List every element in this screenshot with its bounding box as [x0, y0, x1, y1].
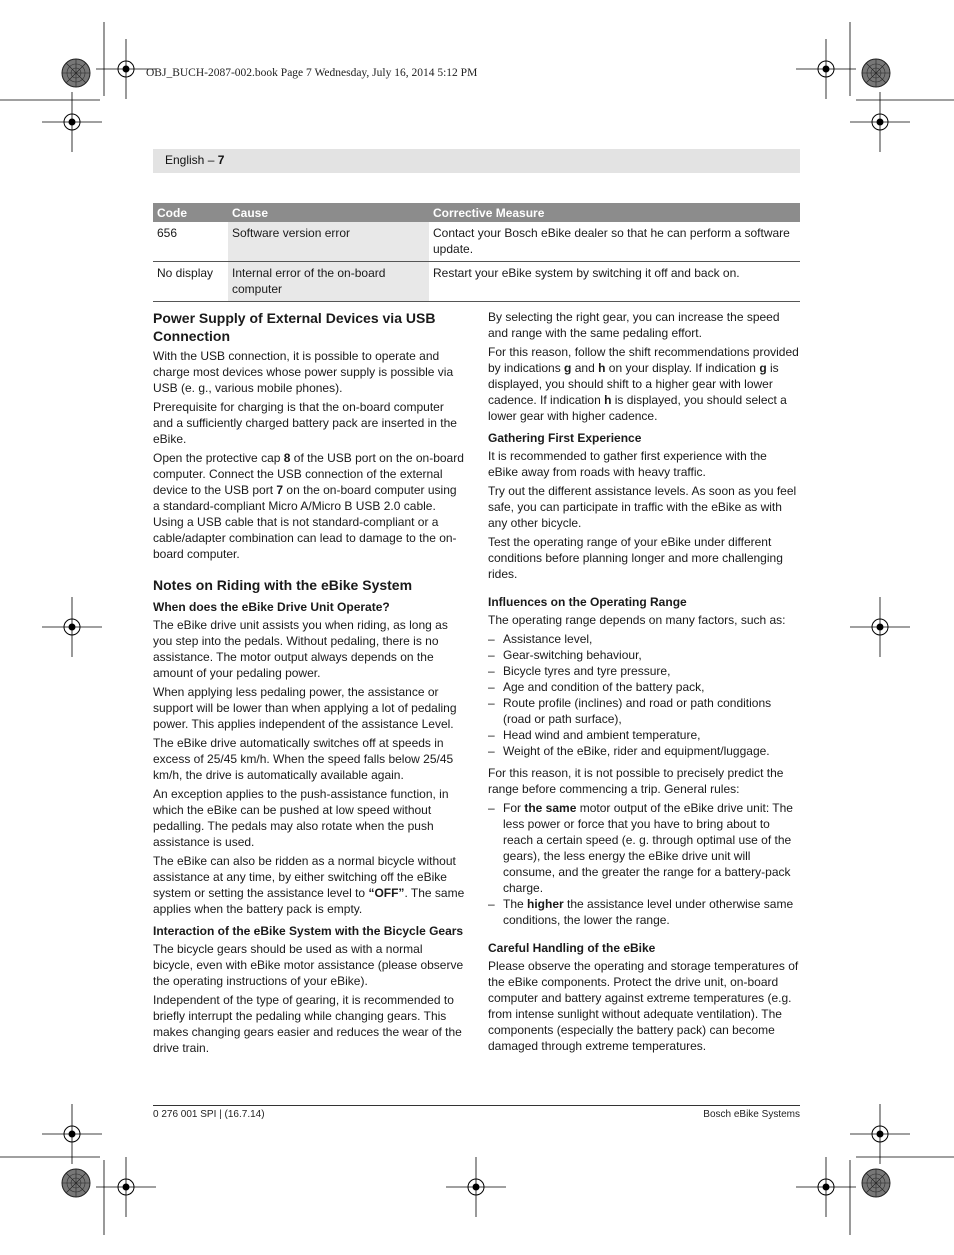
gears-subheading: Interaction of the eBike System with the Bicycle Gears [153, 924, 464, 938]
page-language: English – [165, 153, 218, 167]
usb-paragraph: Prerequisite for charging is that the on-board computer and a sufficiently charged battery pack are inserted in the eBike. [153, 400, 457, 446]
range-rules-list [488, 800, 800, 928]
experience-paragraph: Try out the different assistance levels. As soon as you feel safe, you can participate in traffic with the eBike as with any other bicycle. [488, 484, 797, 530]
crosshair-icon [850, 1104, 910, 1164]
table-header-code: Code [153, 203, 228, 222]
gears-paragraph: The bicycle gears should be used as with a normal bicycle, even with eBike motor assistance (please observe the operating instructions of your eBike). [153, 942, 464, 988]
list-item: – Assistance level, [488, 631, 800, 647]
usb-paragraph: With the USB connection, it is possible to operate and charge most devices whose power supply is possible via USB (e. g., various mobile phones). [153, 349, 454, 395]
cell-cause: Software version error [228, 222, 429, 262]
experience-subheading: Gathering First Experience [488, 431, 642, 445]
left-column [153, 309, 465, 1059]
list-item: – Gear-switching behaviour, [488, 647, 800, 663]
gear-paragraph: For this reason, follow the shift recommendations provided by indications g and h on your display. If indication g is displayed, you should shift to a higher gear with lower cadence. If indication h is displayed, you should select a lower gear with higher cadence. [488, 345, 799, 423]
crosshair-icon [96, 1157, 156, 1217]
range-factor-list [488, 631, 800, 759]
star-target-icon [62, 1169, 90, 1197]
list-item: – Age and condition of the battery pack, [488, 679, 800, 695]
list-item: – Route profile (inclines) and road or path conditions (road or path surface), [488, 695, 800, 727]
footer-brand: Bosch eBike Systems [703, 1109, 800, 1120]
crosshair-icon [796, 1157, 856, 1217]
crosshair-icon [42, 1104, 102, 1164]
book-header: OBJ_BUCH-2087-002.book Page 7 Wednesday, July 16, 2014 5:12 PM [146, 67, 478, 79]
list-item: – Head wind and ambient temperature, [488, 727, 800, 743]
gear-paragraph: By selecting the right gear, you can increase the speed and range with the same pedaling effort. [488, 310, 780, 340]
star-target-icon [862, 1169, 890, 1197]
crosshair-icon [42, 597, 102, 657]
range-paragraph: For this reason, it is not possible to precisely predict the range before commencing a trip. General rules: [488, 766, 784, 796]
list-item: – Weight of the eBike, rider and equipment/luggage. [488, 743, 800, 759]
operate-paragraph: The eBike drive automatically switches off at speeds in excess of 25/45 km/h. When the speed falls below 25/45 km/h, the drive is automatically available again. [153, 736, 454, 782]
footer-doc-id: 0 276 001 SPI | (16.7.14) [153, 1109, 265, 1120]
crosshair-icon [850, 92, 910, 152]
list-item: – For the same motor output of the eBike drive unit: The less power or force that you have to bring about to reach a certain speed (e. g. through optimal use of the gears), the less energy the eBike drive unit will consume, and the greater the range for a battery-pack charge. [488, 800, 800, 896]
star-target-icon [862, 59, 890, 87]
page-number: 7 [217, 153, 225, 167]
crosshair-icon [446, 1157, 506, 1217]
range-subheading: Influences on the Operating Range [488, 595, 687, 609]
gears-paragraph: Independent of the type of gearing, it is recommended to briefly interrupt the pedaling while changing gears. This makes changing gears easier and reduces the wear of the drive train. [153, 993, 462, 1055]
care-subheading: Careful Handling of the eBike [488, 941, 656, 955]
error-code-table [153, 203, 800, 302]
table-row [153, 222, 800, 262]
cell-measure: Restart your eBike system by switching it off and back on. [429, 262, 800, 302]
page-label [165, 153, 224, 167]
footer-divider [153, 1105, 800, 1106]
operate-paragraph: The eBike drive unit assists you when riding, as long as you step into the pedals. Without pedaling, there is no assistance. The motor output always depends on the amount of your pedaling power. [153, 618, 448, 680]
page-header-band [153, 149, 800, 173]
star-target-icon [62, 59, 90, 87]
table-header-measure: Corrective Measure [429, 203, 800, 222]
cell-code: 656 [153, 222, 228, 262]
experience-paragraph: It is recommended to gather first experience with the eBike away from roads with heavy traffic. [488, 449, 767, 479]
crosshair-icon [42, 92, 102, 152]
list-item: – The higher the assistance level under otherwise same conditions, the lower the range. [488, 896, 800, 928]
operate-paragraph: When applying less pedaling power, the assistance or support will be lower than when applying a lot of pedaling power. This applies independent of the assistance Level. [153, 685, 457, 731]
operate-paragraph: The eBike can also be ridden as a normal bicycle without assistance at any time, by either switching off the eBike system or setting the assistance level to “OFF”. The same applies when the battery pack is empty. [153, 854, 465, 916]
right-column [488, 309, 800, 1057]
table-row [153, 262, 800, 302]
operate-paragraph: An exception applies to the push-assistance function, in which the eBike can be pushed at low speed without pedalling. The pedals may also rotate when the push assistance is used. [153, 787, 449, 849]
cell-code: No display [153, 262, 228, 302]
operate-subheading: When does the eBike Drive Unit Operate? [153, 600, 390, 614]
care-paragraph: Please observe the operating and storage temperatures of the eBike components. Protect the drive unit, on-board computer and battery against extreme temperatures (e.g. from intense sunlight without adequate ventilation). The components (especially the battery pack) can become damaged through extreme temperatures. [488, 959, 799, 1053]
table-header-cause: Cause [228, 203, 429, 222]
cell-cause: Internal error of the on-board computer [228, 262, 429, 302]
riding-heading: Notes on Riding with the eBike System [153, 577, 413, 593]
cell-measure: Contact your Bosch eBike dealer so that he can perform a software update. [429, 222, 800, 262]
crosshair-icon [850, 597, 910, 657]
usb-paragraph: Open the protective cap 8 of the USB port on the on-board computer. Connect the USB connection of the external device to the USB port 7 on the on-board computer using a standard-compliant Micro A/Micro B USB 2.0 cable. Using a USB cable that is not standard-compliant or a cable/adapter combination can lead to damage to the on-board computer. [153, 451, 464, 561]
crosshair-icon [796, 39, 856, 99]
experience-paragraph: Test the operating range of your eBike under different conditions before planning longer and more challenging rides. [488, 535, 783, 581]
usb-heading: Power Supply of External Devices via USB Connection [153, 310, 436, 344]
list-item: – Bicycle tyres and tyre pressure, [488, 663, 800, 679]
range-intro: The operating range depends on many factors, such as: [488, 613, 786, 627]
